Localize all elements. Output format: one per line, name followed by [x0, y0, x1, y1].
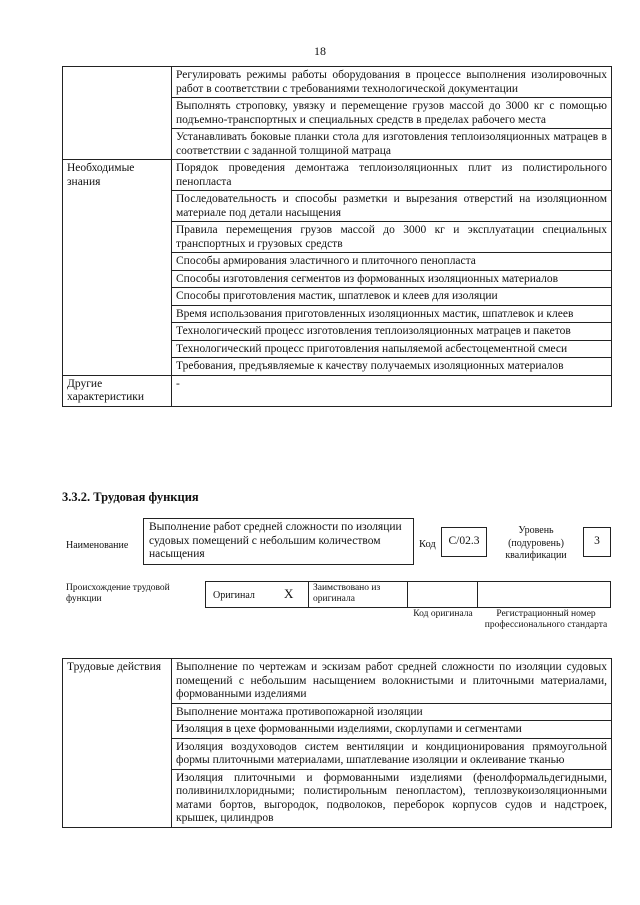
row-item: Последовательность и способы разметки и вырезания отверстий на изоляционном материале под детали насыщения	[172, 191, 612, 222]
row-item: Изоляция в цехе формованными изделиями, скорлупами и сегментами	[172, 721, 612, 739]
code-box	[441, 527, 487, 557]
row-item: -	[172, 375, 612, 406]
row-item: Выполнение монтажа противопожарной изоляции	[172, 703, 612, 721]
row-item: Порядок проведения демонтажа теплоизоляционных плит из полистирольного пенопласта	[172, 160, 612, 191]
original-mark: X	[284, 586, 294, 601]
table-row	[63, 67, 612, 98]
code-original-caption: Код оригинала	[413, 609, 473, 619]
row-label: Необходимые знания	[63, 160, 172, 376]
row-item: Выполнять строповку, увязку и перемещение грузов массой до 3000 кг с помощью подъемно-транспортных и специальных средств в пределах рабочего места	[172, 98, 612, 129]
row-label: Другие характеристики	[63, 375, 172, 406]
row-item: Способы приготовления мастик, шпатлевок и клеев для изоляции	[172, 288, 612, 306]
level-value: 3	[594, 535, 600, 548]
origin-label: Происхождение трудовой функции	[66, 583, 170, 604]
row-item: Время использования приготовленных изоляционных мастик, шпатлевок и клеев	[172, 305, 612, 323]
function-name-box	[143, 518, 414, 565]
row-item: Требования, предъявляемые к качеству получаемых изоляционных материалов	[172, 358, 612, 376]
origin-divider	[477, 581, 478, 608]
table-row	[63, 375, 612, 406]
code-label: Код	[419, 539, 436, 550]
code-value: C/02.3	[448, 535, 480, 548]
borrowed-label: Заимствовано из оригинала	[313, 583, 381, 604]
level-label: Уровень (подуровень) квалификации	[505, 525, 567, 561]
row-label	[63, 67, 172, 160]
row-item: Технологический процесс приготовления напыляемой асбестоцементной смеси	[172, 340, 612, 358]
origin-boxes	[205, 581, 611, 608]
table-row	[63, 160, 612, 191]
level-box	[583, 527, 611, 557]
row-item: Выполнение по чертежам и эскизам работ средней сложности по изоляции судовых помещений с небольшим насыщением волокнистыми и плиточными материалами, формованными изделиями	[172, 659, 612, 704]
row-item: Изоляция плиточными и формованными изделиями (фенолформальдегидными, поливинилхлоридными; полистирольным пенопластом), теплозвукоизоляционными матами бортов, выгородок, подволоков, переборок корпусов судов и надстроек, крышек, цилиндров	[172, 769, 612, 827]
table-row	[63, 659, 612, 704]
function-name-value: Выполнение работ средней сложности по изоляции судовых помещений с небольшим количеством насыщения	[149, 521, 402, 560]
origin-divider	[308, 581, 309, 608]
labour-actions-table	[62, 658, 612, 828]
row-item: Устанавливать боковые планки стола для изготовления теплоизоляционных матрацев в соответствии с заданной толщиной матраца	[172, 129, 612, 160]
page-number: 18	[314, 44, 326, 58]
reg-number-caption: Регистрационный номер профессионального стандарта	[484, 609, 608, 630]
skills-knowledge-table	[62, 66, 612, 407]
section-heading: 3.3.2. Трудовая функция	[62, 490, 199, 504]
original-label: Оригинал	[213, 590, 255, 601]
row-item: Регулировать режимы работы оборудования в процессе выполнения изолировочных работ в соответствии с требованиями технологической документации	[172, 67, 612, 98]
row-item: Изоляция воздуховодов систем вентиляции и кондиционирования прямоугольной формы плиточными материалами, шпатлевание изоляции и оклеивание тканью	[172, 738, 612, 769]
row-label: Трудовые действия	[63, 659, 172, 828]
name-label: Наименование	[66, 540, 129, 551]
row-item: Способы армирования эластичного и плиточного пенопласта	[172, 253, 612, 271]
row-item: Правила перемещения грузов массой до 3000 кг и эксплуатации специальных транспортных и грузовых средств	[172, 222, 612, 253]
row-item: Способы изготовления сегментов из формованных изоляционных материалов	[172, 270, 612, 288]
origin-divider	[407, 581, 408, 608]
row-item: Технологический процесс изготовления теплоизоляционных матрацев и пакетов	[172, 323, 612, 341]
